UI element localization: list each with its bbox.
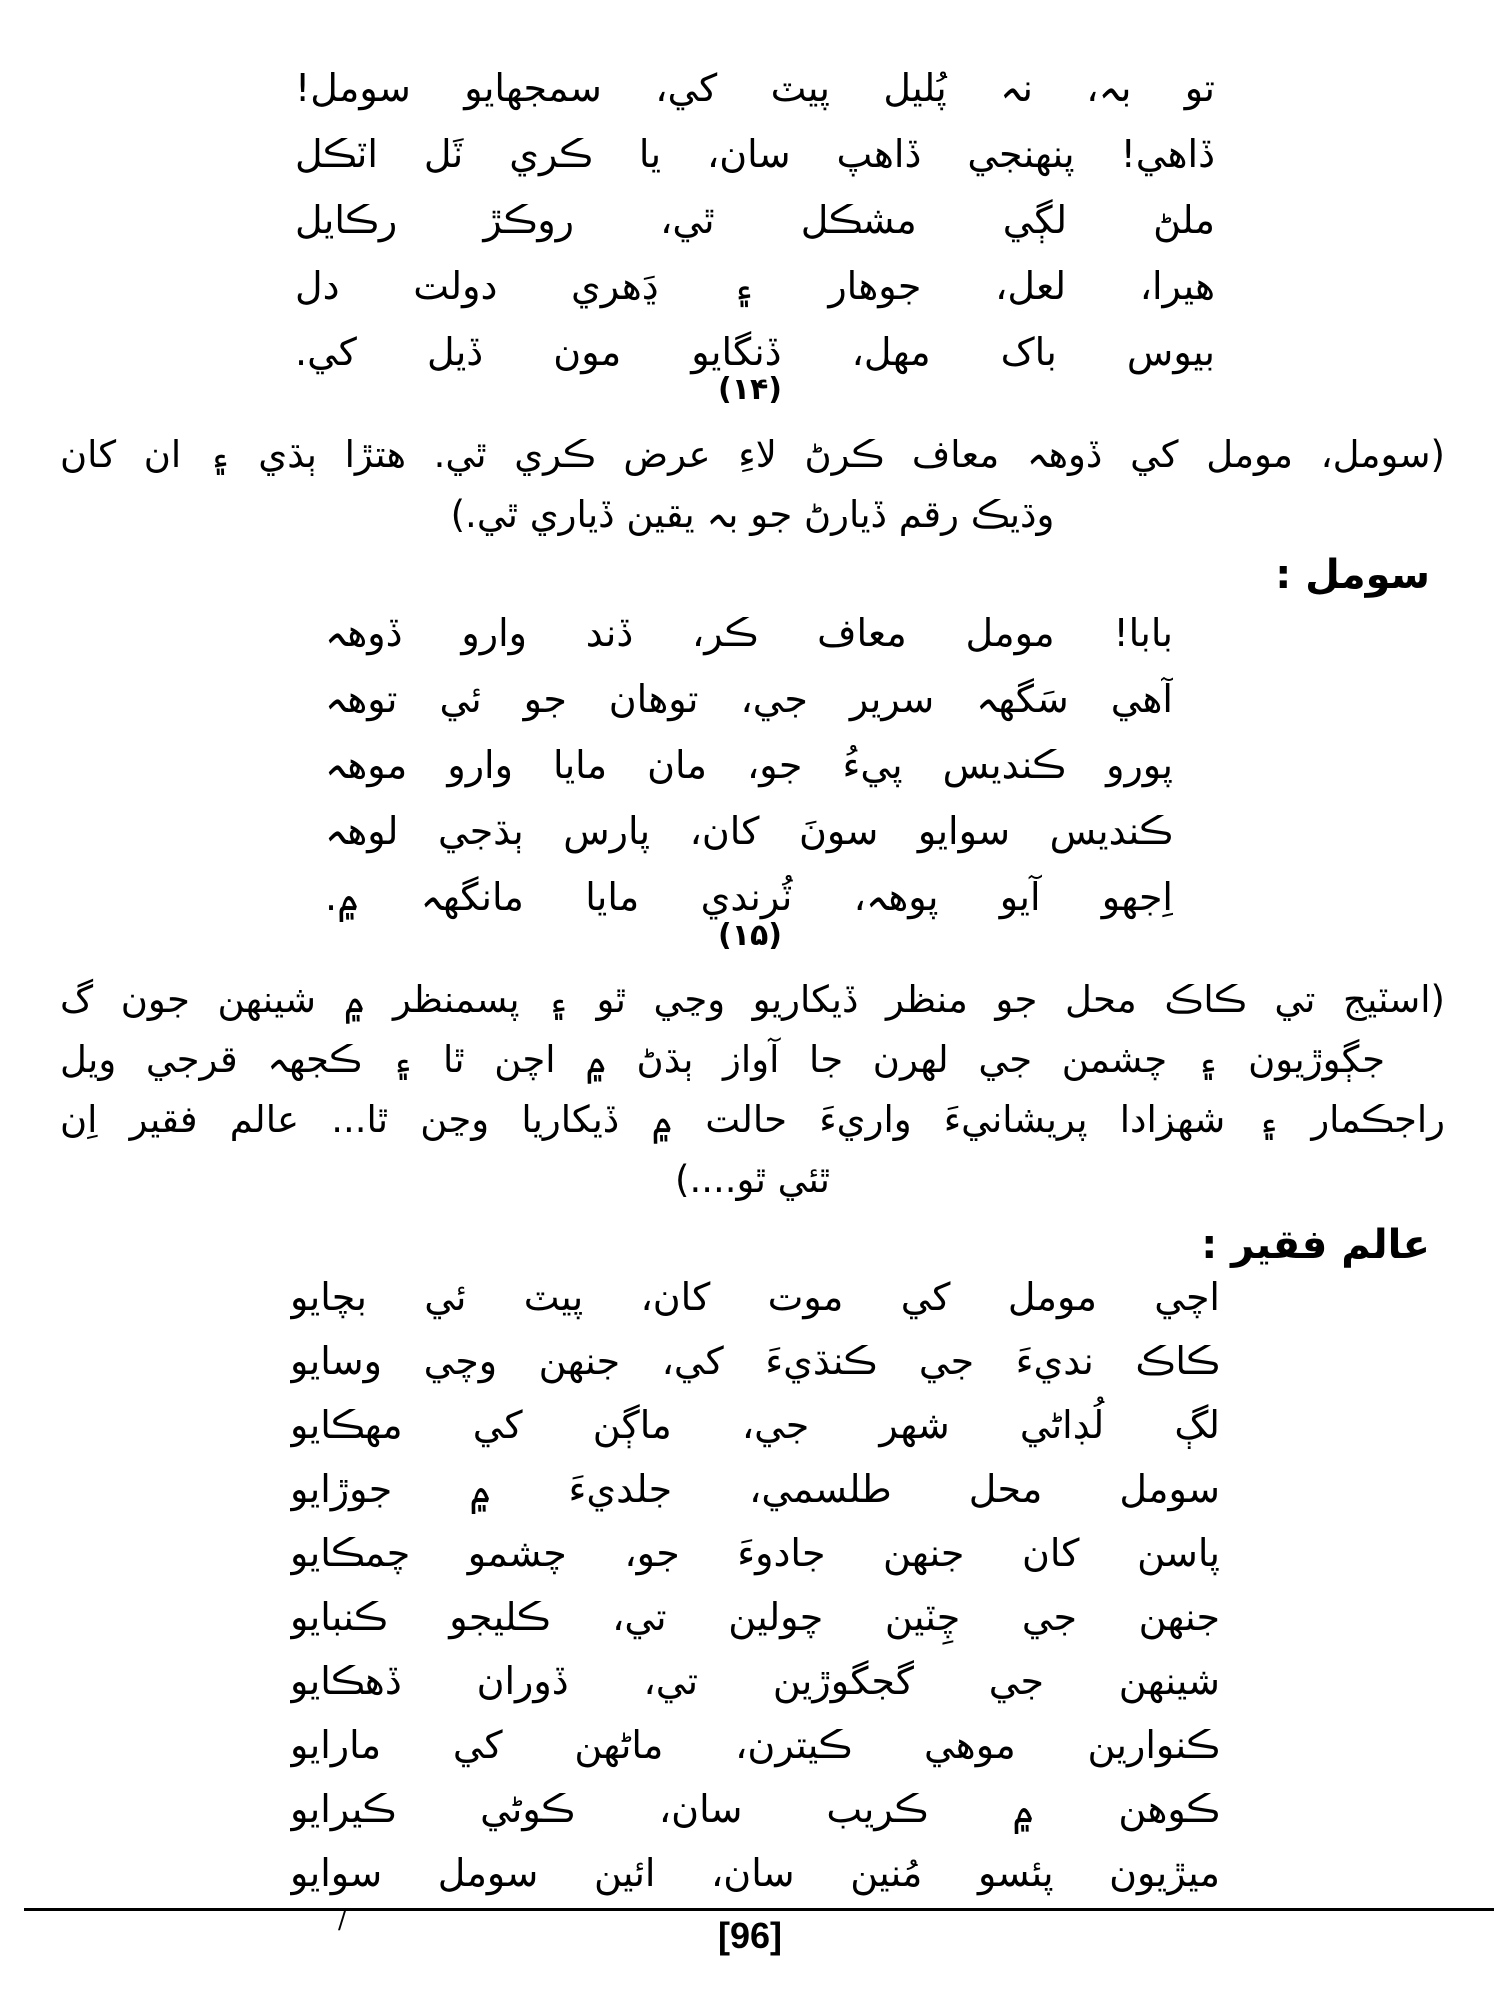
verse-line: ڪاڪ نديءَ جي ڪنڌيءَ کي، جنهن وچي وسايو [290,1339,1220,1383]
verse-line: سومل محل طلسمي، جلديءَ ۾ جوڙايو [290,1467,1220,1511]
verse-line: اچي مومل کي موت کان، پيٽ ئي بچايو [290,1275,1220,1319]
verse-line: جنهن جي چِٽين چولين تي، ڪليجو ڪنبايو [290,1595,1220,1639]
verse-line: ملڻ لڳي مشڪل ٿي، روڪڙ رڪايل [295,198,1215,242]
stage-direction-line: (اسٽيج تي ڪاڪ محل جو منظر ڏيکاريو وڃي ٿو ۽ پسمنظر ۾ شينهن جون گ [60,978,1445,1021]
stanza-number: (١۵) [717,918,783,953]
verse-line: بابا! مومل معاف ڪر، ڏند وارو ڏوهہ [325,611,1173,655]
verse-line: ڪوهن ۾ ڪريب سان، ڪوڻي ڪيرايو [290,1787,1220,1831]
page-number: [96] [717,1915,783,1956]
scan-mark: / [338,1906,347,1934]
verse-line: پورو ڪنديس پيءُ جو، مان مايا وارو موهہ [325,743,1173,787]
verse-line: لڳ لُڊاڻي شهر جي، ماڳن کي مهڪايو [290,1403,1220,1447]
verse-block-1 [295,55,1215,385]
verse-line: هيرا، لعل، جوهار ۽ ڍَهري دولت دل [295,264,1215,308]
verse-line: آهي سَگهہ سرير جي، توهان جو ئي توهہ [325,677,1173,721]
verse-line: شينهن جي گجگوڙين تي، ڏوران ڏهڪايو [290,1659,1220,1703]
footer-rule [24,1908,1494,1911]
verse-line: اِجهو آيو پوهہ، ٽُرندي مايا مانگهہ ۾. [325,875,1173,919]
stage-direction-2 [60,970,1445,1210]
verse-line: بيوس باک مهل، ڏنگايو مون ڏيل کي. [295,330,1215,374]
stage-direction-line: ٿئي ٿو....) [675,1158,830,1201]
verse-line: پاسن کان جنهن جادوءَ جو، چشمو چمڪايو [290,1531,1220,1575]
stage-direction-line: جڳوڙيون ۽ چشمن جي لهرن جا آواز ٻڌڻ ۾ اچن ٿا ۽ ڪجهہ قرجي ويل [60,1038,1385,1081]
speaker-label: عالم فقير : [1201,1222,1430,1268]
stage-direction-line: وڌيڪ رقم ڏيارڻ جو بہ يقين ڏياري ٿي.) [450,493,1055,536]
speaker-label: سومل : [1275,552,1430,598]
verse-line: تو بہ، نہ پُليل پيٽ کي، سمجھايو سومل! [295,66,1215,110]
verse-block-2 [325,600,1173,930]
stage-direction-line: راجڪمار ۽ شهزادا پريشانيءَ واريءَ حالت ۾ ڏيکاريا وڃن ٿا... عالم فقير اِن [60,1098,1445,1141]
verse-line: ڪنديس سوايو سونَ کان، پارس ٻڌجي لوهہ [325,809,1173,853]
stanza-number: (١۴) [717,372,783,407]
verse-block-3 [290,1265,1220,1905]
verse-line: ميڙيون پئسو مُنين سان، ائين سومل سوايو [290,1851,1220,1895]
stage-direction-1 [60,425,1445,545]
verse-line: ڏاهي! پنهنجي ڏاهپ سان، يا ڪري ٽَل اٽڪل [295,132,1215,176]
verse-line: ڪنوارين موهي ڪيترن، ماڻهن کي مارايو [290,1723,1220,1767]
stage-direction-line: (سومل، مومل کي ڏوهہ معاف ڪرڻ لاءِ عرض ڪري ٿي. هتڙا ٻڌي ۽ ان کان [60,433,1445,476]
